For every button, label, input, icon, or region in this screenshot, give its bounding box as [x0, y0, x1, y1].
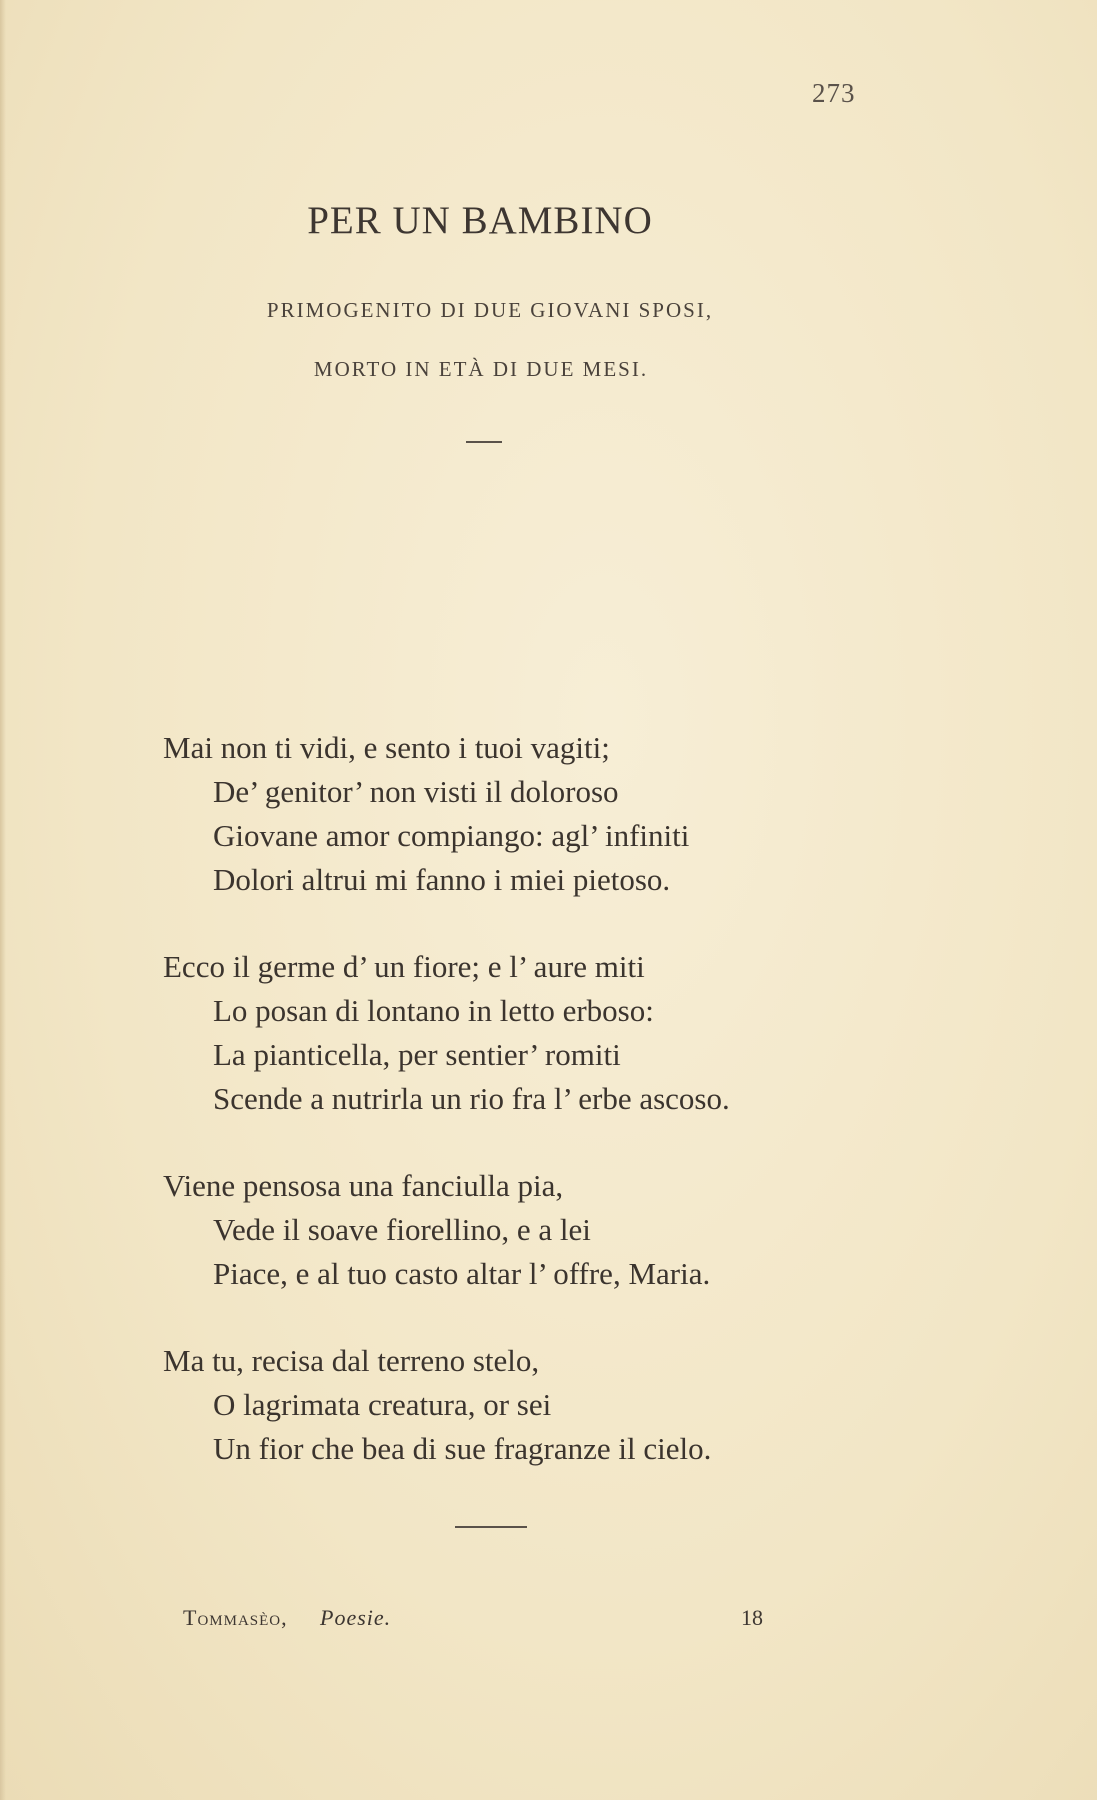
poem-subtitle-line-1: PRIMOGENITO DI DUE GIOVANI SPOSI,: [266, 298, 714, 322]
poem-title: PER UN BAMBINO: [307, 199, 653, 242]
stanza-4: [163, 1339, 923, 1471]
verse-line: Ma tu, recisa dal terreno stelo,: [163, 1343, 540, 1378]
poem-body: [163, 726, 923, 1514]
stanza-3: [163, 1164, 923, 1296]
footer-signature-mark: 18: [741, 1605, 763, 1630]
verse-line: Dolori altrui mi fanno i miei pietoso.: [213, 862, 671, 897]
title-divider: [466, 441, 502, 443]
verse-line: Un fior che bea di sue fragranze il cielo.: [213, 1431, 712, 1466]
verse-line: Giovane amor compiango: agl’ infiniti: [213, 818, 690, 853]
verse-line: Lo posan di lontano in letto erboso:: [213, 993, 654, 1028]
verse-line: Piace, e al tuo casto altar l’ offre, Maria.: [213, 1256, 711, 1291]
verse-line: Viene pensosa una fanciulla pia,: [163, 1168, 564, 1203]
page-edge-shadow: [0, 0, 6, 1800]
footer-author: Tommasèo,: [183, 1605, 288, 1630]
verse-line: De’ genitor’ non visti il doloroso: [213, 774, 619, 809]
stanza-1: [163, 726, 923, 902]
verse-line: La pianticella, per sentier’ romiti: [213, 1037, 621, 1072]
footer-work-title: Poesie.: [320, 1605, 392, 1630]
verse-line: Mai non ti vidi, e sento i tuoi vagiti;: [163, 730, 610, 765]
verse-line: Scende a nutrirla un rio fra l’ erbe ascoso.: [213, 1081, 730, 1116]
poem-subtitle-line-2: MORTO IN ETÀ DI DUE MESI.: [313, 357, 649, 381]
stanza-2: [163, 945, 923, 1121]
end-divider: [455, 1526, 527, 1528]
page-number: 273: [812, 78, 856, 108]
verse-line: O lagrimata creatura, or sei: [213, 1387, 552, 1422]
verse-line: Ecco il germe d’ un fiore; e l’ aure miti: [163, 949, 645, 984]
verse-line: Vede il soave fiorellino, e a lei: [213, 1212, 591, 1247]
